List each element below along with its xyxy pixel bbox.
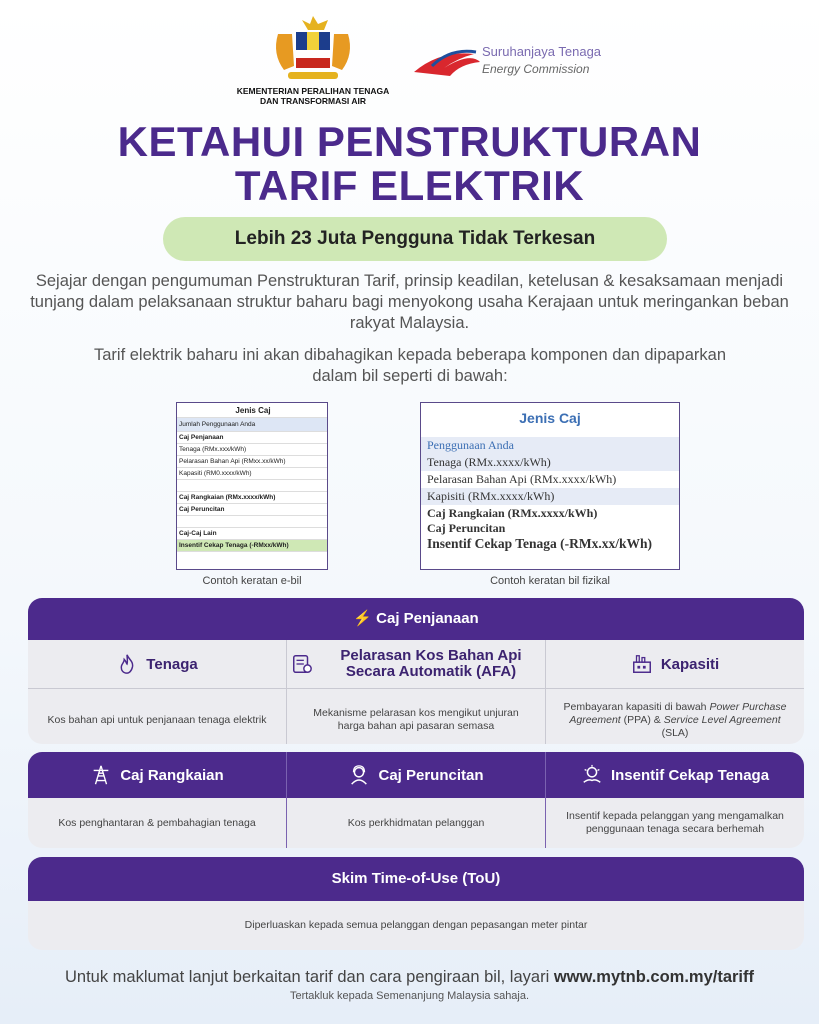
capacity-column — [545, 640, 804, 744]
energy-heading — [28, 640, 286, 688]
customer-service-icon — [348, 764, 370, 786]
fuel-document-icon — [291, 653, 313, 675]
pbill-energy: Tenaga (RMx.xxxx/kWh) — [421, 454, 679, 471]
footer-info — [0, 968, 819, 987]
pbill-header: Jenis Caj — [519, 410, 581, 426]
pbill-fuel: Pelarasan Bahan Api (RMx.xxxx/kWh) — [427, 472, 617, 486]
energy-commission-name: Suruhanjaya Tenaga — [482, 44, 602, 59]
energy-title: Tenaga — [146, 655, 198, 673]
ebill-network: Caj Rangkaian (RMx.xxxx/kWh) — [177, 492, 327, 504]
capacity-desc-suffix: (SLA) — [661, 726, 689, 739]
pbill-retail: Caj Peruncitan — [427, 522, 506, 535]
power-plant-icon — [631, 653, 653, 675]
pbill-usage: Penggunaan Anda — [421, 437, 679, 454]
incentive-column — [545, 752, 804, 848]
afa-column — [286, 640, 545, 744]
ebill-spacer-2 — [177, 516, 327, 528]
other-charges-card — [28, 752, 804, 848]
intro-components-paragraph: Tarif elektrik baharu ini akan dibahagikan kepada beberapa komponen dan dipaparkan dalam bil seperti di bawah: — [93, 346, 727, 385]
transmission-tower-icon — [90, 764, 112, 786]
network-title: Caj Rangkaian — [120, 766, 224, 784]
malaysia-crest-logo — [268, 14, 358, 84]
retail-desc: Kos perkhidmatan pelanggan — [347, 816, 485, 829]
ministry-name: KEMENTERIAN PERALIHAN TENAGA DAN TRANSFORMASI AIR — [236, 86, 390, 106]
ebill-capacity: Kapasiti (RM0.xxxx/kWh) — [177, 468, 327, 480]
tou-desc: Diperluaskan kepada semua pelanggan dengan pepasangan meter pintar — [244, 919, 588, 931]
generation-charge-header — [28, 598, 804, 640]
header-logos — [0, 8, 819, 108]
capacity-desc — [546, 688, 804, 744]
network-heading — [28, 752, 286, 798]
retail-heading — [287, 752, 545, 798]
incentive-title: Insentif Cekap Tenaga — [610, 766, 770, 784]
ebill-spacer — [177, 480, 327, 492]
energy-column — [28, 640, 286, 744]
pbill-network: Caj Rangkaian (RMx.xxxx/kWh) — [427, 506, 598, 520]
pbill-incentive: Insentif Cekap Tenaga (-RMx.xx/kWh) — [427, 536, 653, 551]
retail-column — [286, 752, 545, 848]
ebill-energy: Tenaga (RMx.xxx/kWh) — [177, 444, 327, 456]
network-desc: Kos penghantaran & pembahagian tenaga — [58, 816, 256, 829]
highlight-pill: Lebih 23 Juta Pengguna Tidak Terkesan — [163, 217, 667, 261]
ebill-incentive: Insentif Cekap Tenaga (-RMxx/kWh) — [177, 540, 327, 552]
capacity-desc-ppa: Power Purchase Agreement — [569, 700, 787, 726]
capacity-desc-prefix: Pembayaran kapasiti di bawah — [563, 700, 710, 713]
ebill-usage: Jumlah Penggunaan Anda — [177, 418, 327, 432]
pbill-caption: Contoh keratan bil fizikal — [490, 575, 610, 587]
energy-commission-english: Energy Commission — [482, 62, 590, 76]
tou-card — [28, 857, 804, 950]
energy-desc: Kos bahan api untuk penjanaan tenaga elektrik — [47, 713, 267, 726]
lightbulb-hand-icon — [581, 764, 603, 786]
capacity-desc-sla: Service Level Agreement — [663, 713, 781, 726]
footer-text: Untuk maklumat lanjut berkaitan tarif dan cara pengiraan bil, layari — [64, 968, 554, 986]
capacity-desc-mid: (PPA) & — [620, 713, 664, 726]
ebill-sample — [176, 402, 328, 570]
ebill-retail: Caj Peruncitan — [177, 504, 327, 516]
intro-paragraph: Sejajar dengan pengumuman Penstrukturan Tarif, prinsip keadilan, ketelusan & kesaksamaan menjadi tunjang dalam pelaksanaan struktur baharu bagi menyokong usaha Kerajaan untuk meringankan beban rakyat Malaysia. — [30, 272, 789, 332]
ebill-caption: Contoh keratan e-bil — [202, 575, 302, 587]
generation-charge-title: Caj Penjanaan — [376, 610, 479, 627]
flame-icon — [116, 653, 138, 675]
retail-title: Caj Peruncitan — [378, 766, 484, 784]
afa-title: Pelarasan Kos Bahan Api Secara Automatik (AFA) — [340, 647, 522, 680]
generation-charge-card — [28, 598, 804, 744]
capacity-heading — [546, 640, 804, 688]
tariff-link[interactable]: www.mytnb.com.my/tariff — [553, 968, 754, 986]
ebill-fuel: Pelarasan Bahan Api (RMxx.xx/kWh) — [177, 456, 327, 468]
incentive-desc: Insentif kepada pelanggan yang mengamalkan penggunaan tenaga secara berhemah — [566, 810, 784, 835]
ebill-others: Caj-Caj Lain — [177, 528, 327, 540]
incentive-heading — [546, 752, 804, 798]
network-column — [28, 752, 286, 848]
capacity-title: Kapasiti — [660, 655, 720, 673]
pbill-capacity: Kapisiti (RMx.xxxx/kWh) — [421, 488, 679, 505]
ebill-header: Jenis Caj — [177, 403, 327, 418]
physical-bill-sample — [420, 402, 680, 570]
ebill-section-generation: Caj Penjanaan — [177, 432, 327, 444]
footer-note: Tertakluk kepada Semenanjung Malaysia sahaja. — [289, 990, 530, 1002]
lightning-icon: ⚡ — [353, 610, 372, 627]
page-title: KETAHUI PENSTRUKTURAN TARIF ELEKTRIK — [117, 118, 702, 209]
afa-heading — [287, 640, 545, 688]
afa-desc: Mekanisme pelarasan kos mengikut unjuran harga bahan api pasaran semasa — [313, 707, 519, 732]
tou-title: Skim Time-of-Use (ToU) — [28, 857, 804, 901]
